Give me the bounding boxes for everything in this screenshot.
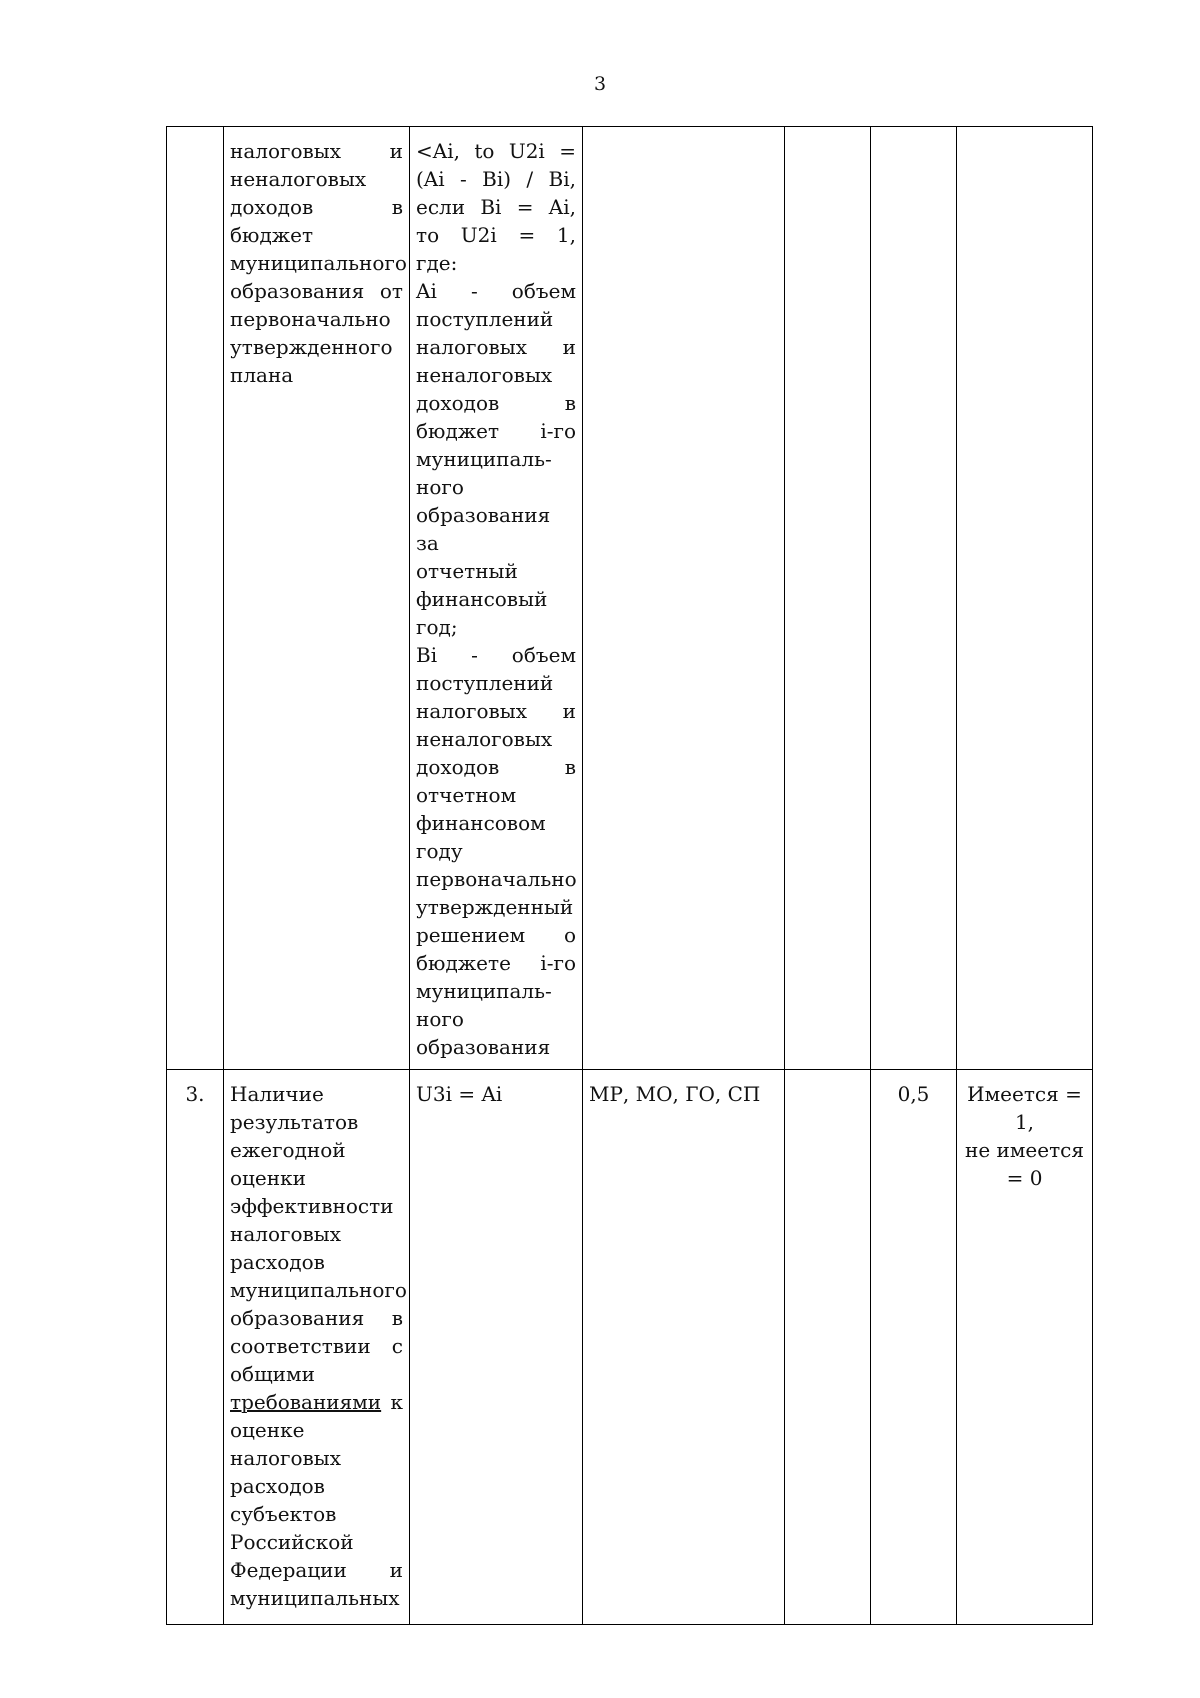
formula-line: Ai - объем xyxy=(416,279,576,303)
indicator-name-line: ежегодной xyxy=(230,1138,346,1162)
link-suffix: к xyxy=(390,1390,403,1414)
cell-empty xyxy=(785,127,871,1070)
indicator-name-line: расходов xyxy=(230,1474,325,1498)
formula-line: отчетный xyxy=(416,559,518,583)
scale-line: Имеется = xyxy=(967,1082,1082,1106)
formula-line: (Ai - Bi) / Bi, xyxy=(416,167,576,191)
cell-formula xyxy=(410,127,583,1070)
indicator-name-line: оценке xyxy=(230,1418,305,1442)
indicator-name-line: образования в xyxy=(230,1306,403,1330)
cell-weight xyxy=(871,1070,957,1625)
formula-line: Bi - объем xyxy=(416,643,576,667)
formula-line: поступлений xyxy=(416,671,554,695)
indicator-name-line: муниципальных xyxy=(230,1586,400,1610)
cell-number xyxy=(167,127,224,1070)
formula-text: U3i = Ai xyxy=(416,1082,503,1106)
formula-line: доходов в xyxy=(416,755,576,779)
formula-line: году xyxy=(416,839,463,863)
indicator-name-line: налоговых xyxy=(230,1446,341,1470)
indicator-name-line: общими xyxy=(230,1362,315,1386)
cell-empty xyxy=(785,1070,871,1625)
indicator-name-line: образования от xyxy=(230,279,403,303)
formula-line: бюджете i-го xyxy=(416,951,576,975)
indicator-name-line: оценки xyxy=(230,1166,306,1190)
formula-line: год; xyxy=(416,615,458,639)
indicator-name-line: эффективности xyxy=(230,1194,394,1218)
cell-scale xyxy=(957,1070,1093,1625)
formula-line: налоговых и xyxy=(416,335,576,359)
cell-applies-to xyxy=(583,1070,785,1625)
formula-line: ного xyxy=(416,1007,464,1031)
indicator-name-line: Российской xyxy=(230,1530,354,1554)
formula-line: финансовый xyxy=(416,587,548,611)
indicator-name-line: неналоговых xyxy=(230,167,367,191)
formula-line: образования за xyxy=(416,503,551,555)
indicator-name-line: Федерации и xyxy=(230,1558,403,1582)
formula-line: отчетном xyxy=(416,783,517,807)
formula-line: бюджет i-го xyxy=(416,419,576,443)
formula-line: муниципаль- xyxy=(416,979,552,1003)
formula-line: ного xyxy=(416,475,464,499)
indicator-name-line: муниципального xyxy=(230,1278,407,1302)
indicator-name-line: налоговых и xyxy=(230,139,403,163)
cell-indicator-name xyxy=(224,127,410,1070)
indicator-name-lines xyxy=(230,1080,407,1388)
scale-line: 1, xyxy=(1014,1110,1035,1134)
indicator-name-line: бюджет xyxy=(230,223,314,247)
formula-line: поступлений xyxy=(416,307,554,331)
scale-line: = 0 xyxy=(1006,1166,1043,1190)
indicator-name-lines xyxy=(230,137,407,389)
formula-line: утвержденный xyxy=(416,895,574,919)
cell-weight xyxy=(871,127,957,1070)
indicator-name-line: первоначально xyxy=(230,307,391,331)
scale-line: не имеется xyxy=(965,1138,1084,1162)
cell-applies-to xyxy=(583,127,785,1070)
formula-line: муниципаль- xyxy=(416,447,552,471)
formula-line: образования xyxy=(416,1035,551,1059)
indicator-name-line: Наличие xyxy=(230,1082,324,1106)
indicator-name-line: результатов xyxy=(230,1110,359,1134)
formula-line: <Ai, to U2i = xyxy=(416,139,576,163)
indicator-name-line: субъектов xyxy=(230,1502,337,1526)
cell-scale xyxy=(957,127,1093,1070)
row-number xyxy=(167,1070,224,1625)
cell-indicator-name xyxy=(224,1070,410,1625)
formula-line: финансовом xyxy=(416,811,546,835)
indicator-name-line: соответствии с xyxy=(230,1334,403,1358)
formula-line: решением о xyxy=(416,923,576,947)
indicator-name-line: утвержденного xyxy=(230,335,393,359)
indicator-name-line: муниципального xyxy=(230,251,407,275)
formula-line: неналоговых xyxy=(416,727,553,751)
indicator-name-line: доходов в xyxy=(230,195,403,219)
criteria-table xyxy=(166,126,1093,1625)
formula-line: доходов в xyxy=(416,391,576,415)
indicator-name-line: налоговых xyxy=(230,1222,341,1246)
formula-line: налоговых и xyxy=(416,699,576,723)
requirements-link[interactable]: требованиями xyxy=(230,1390,382,1414)
cell-formula xyxy=(410,1070,583,1625)
row-number-text: 3. xyxy=(185,1082,205,1106)
indicator-name-line: плана xyxy=(230,363,294,387)
formula-line: то U2i = 1, где: xyxy=(416,223,576,275)
formula-line: первоначально xyxy=(416,867,577,891)
weight-value: 0,5 xyxy=(897,1082,930,1106)
scale-lines xyxy=(963,1080,1086,1192)
formula-lines xyxy=(416,137,576,1061)
table-row-continuation xyxy=(167,127,1093,1070)
formula-line: если Bi = Ai, xyxy=(416,195,576,219)
formula-line: неналоговых xyxy=(416,363,553,387)
page-number: 3 xyxy=(593,73,607,95)
indicator-name-line-link xyxy=(230,1388,403,1416)
applies-to-text: МР, МО, ГО, СП xyxy=(589,1082,761,1106)
indicator-name-line: расходов xyxy=(230,1250,325,1274)
table-row-3 xyxy=(167,1070,1093,1625)
indicator-name-lines-after xyxy=(230,1416,403,1612)
